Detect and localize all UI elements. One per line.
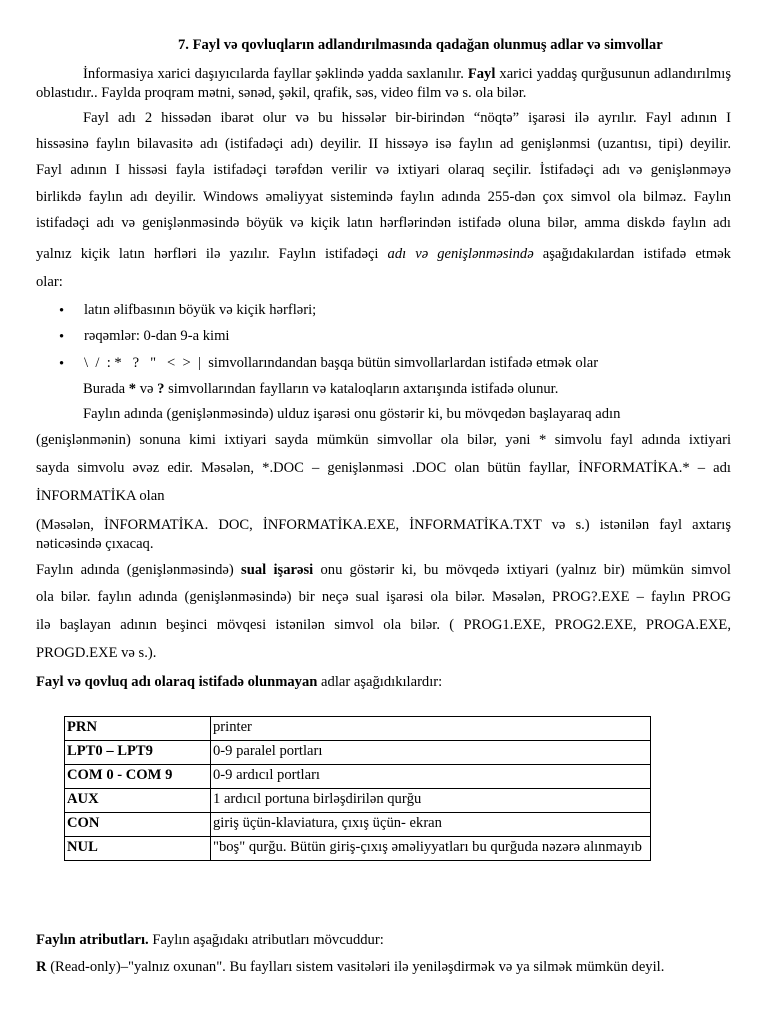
- attributes-bold: Faylın atributları.: [36, 932, 149, 948]
- reserved-name-cell: LPT0 – LPT9: [65, 741, 211, 765]
- question-text: Faylın adında (genişlənməsində): [36, 562, 242, 578]
- reserved-name-cell: NUL: [65, 837, 211, 861]
- question-text-rest: onu göstərir ki, bu mövqedə ixtiyari (yalnız bir) mümkün simvol: [313, 562, 731, 578]
- reserved-desc-cell: printer: [211, 717, 651, 741]
- reserved-desc-cell: 1 ardıcıl portuna birləşdirilən qurğu: [211, 789, 651, 813]
- bullet-marker: •: [59, 303, 65, 319]
- note-text: Burada: [83, 381, 129, 397]
- question-bold-term: sual işarəsi: [241, 562, 314, 578]
- reserved-name-cell: CON: [65, 813, 211, 837]
- table-row: [65, 789, 651, 813]
- attributes-heading: [36, 932, 731, 949]
- star-line-6: nəticəsində çıxacaq.: [36, 536, 154, 552]
- wildcard-note: [83, 381, 768, 398]
- reserved-names-intro: [36, 674, 731, 691]
- star-line-1: Faylın adında (genişlənməsində) ulduz işarəsi onu göstərir ki, bu mövqedən başlayaraq adın: [83, 406, 621, 422]
- star-line-5: (Məsələn, İNFORMATİKA. DOC, İNFORMATİKA.EXE, İNFORMATİKA.TXT və s.) istənilən fayl axtarış: [36, 517, 731, 533]
- bullet-marker: •: [59, 329, 65, 345]
- intro-paragraph: [36, 65, 731, 103]
- para2-line-7: olar:: [36, 274, 63, 290]
- star-line-4: İNFORMATİKA olan: [36, 488, 165, 504]
- reserved-intro-text: adlar aşağıdıkılardır:: [317, 674, 443, 690]
- star-line-3: sayda simvolu əvəz edir. Məsələn, *.DOC – genişlənməsi .DOC olan bütün fayllar, İNFORMATİKA.* – adı: [36, 460, 731, 476]
- table-row: [65, 741, 651, 765]
- reserved-desc-cell: 0-9 paralel portları: [211, 741, 651, 765]
- para2-line-6-text: yalnız kiçik latın hərfləri ilə yazılır. Faylın istifadəçi: [36, 246, 388, 262]
- star-line-2: (genişlənmənin) sonuna kimi ixtiyari sayda mümkün simvollar ola bilər, yəni * simvolu fayl adında ixtiyari: [36, 432, 731, 448]
- bullet-item-digits: rəqəmlər: 0-dan 9-a kimi: [84, 328, 230, 344]
- note-text-rest: simvollarından faylların və kataloqların axtarışında istifadə olunur.: [164, 381, 559, 397]
- reserved-desc-cell: "boş" qurğu. Bütün giriş-çıxış əməliyyatları bu qurğuda nəzərə alınmayıb: [211, 837, 651, 861]
- para2-line-5: istifadəçi adı və genişlənməsində böyük və kiçik latın hərflərindən istifadə oluna bilər, amma diskdə faylın adı: [36, 215, 731, 231]
- table-row: [65, 837, 651, 861]
- bullet-item-letters: latın əlifbasının böyük və kiçik hərfləri;: [84, 302, 317, 318]
- question-line-1: [36, 562, 731, 579]
- readonly-bold: R: [36, 959, 47, 975]
- table-row: [65, 717, 651, 741]
- reserved-name-cell: PRN: [65, 717, 211, 741]
- readonly-text: (Read-only)–"yalnız oxunan". Bu faylları sistem vasitələri ilə yeniləşdirmək və ya silmək mümkün deyil.: [46, 959, 665, 975]
- para2-line-6-italic: adı və genişlənməsində: [387, 246, 534, 262]
- para2-line-6: [36, 246, 731, 263]
- bullet-marker: •: [59, 356, 65, 372]
- bullet-item-symbols: \ / : * ? " < > | simvollarındandan başqa bütün simvollarlardan istifadə etmək olar: [84, 355, 599, 371]
- intro-bold-term: Fayl: [467, 66, 496, 82]
- para2-line-1: Fayl adı 2 hissədən ibarət olur və bu hissələr bir-birindən “nöqtə” işarəsi ilə ayrılır. Fayl adının I: [83, 110, 731, 126]
- reserved-names-table: [64, 716, 651, 861]
- note-star: *: [128, 381, 137, 397]
- reserved-name-cell: COM 0 - COM 9: [65, 765, 211, 789]
- section-title: 7. Fayl və qovluqların adlandırılmasında qadağan olunmuş adlar və simvollar: [178, 37, 663, 53]
- reserved-name-cell: AUX: [65, 789, 211, 813]
- reserved-desc-cell: 0-9 ardıcıl portları: [211, 765, 651, 789]
- intro-text-rest: xarici yaddaş qurğusunun adlandırılmış oblastıdır.. Faylda proqram mətni, sənəd, şəkil, qrafik, səs, video film və s. ola bilər.: [36, 66, 731, 101]
- question-line-4: PROGD.EXE və s.).: [36, 645, 157, 661]
- reserved-desc-cell: giriş üçün-klaviatura, çıxış üçün- ekran: [211, 813, 651, 837]
- question-line-3: ilə başlayan adının beşinci mövqesi istənilən simvol ola bilər. ( PROG1.EXE, PROG2.EXE, PROGA.EXE,: [36, 617, 731, 633]
- note-question: ?: [157, 381, 165, 397]
- reserved-intro-bold: Fayl və qovluq adı olaraq istifadə olunmayan: [36, 674, 318, 690]
- para2-line-4: birlikdə faylın adı deyilir. Windows əməliyyat sistemində faylın adında 255-dən çox simvol ola bilməz. Faylın: [36, 189, 731, 205]
- table-row: [65, 765, 651, 789]
- para2-line-6-rest: aşağıdakılardan istifadə etmək: [533, 246, 731, 262]
- question-line-2: ola bilər. faylın adında (genişlənməsində) bir neçə sual işarəsi ola bilər. Məsələn, PROG?.EXE – faylın PROG: [36, 589, 731, 605]
- para2-line-2: hissəsinə faylın bilavasitə adı (istifadəçi adı) deyilir. II hissəyə isə faylın ad genişlənmsi (uzantısı, tipi) deyilir.: [36, 136, 731, 152]
- note-text-mid: və: [136, 381, 158, 397]
- attributes-text: Faylın aşağıdakı atributları mövcuddur:: [148, 932, 384, 948]
- readonly-attribute: [36, 959, 731, 976]
- intro-text: İnformasiya xarici daşıyıcılarda fayllar şəklində yadda saxlanılır.: [83, 66, 468, 82]
- table-row: [65, 813, 651, 837]
- para2-line-3: Fayl adının I hissəsi fayla istifadəçi tərəfdən verilir və ixtiyari olaraq seçilir. İstifadəçi adı və genişlənməyə: [36, 162, 731, 178]
